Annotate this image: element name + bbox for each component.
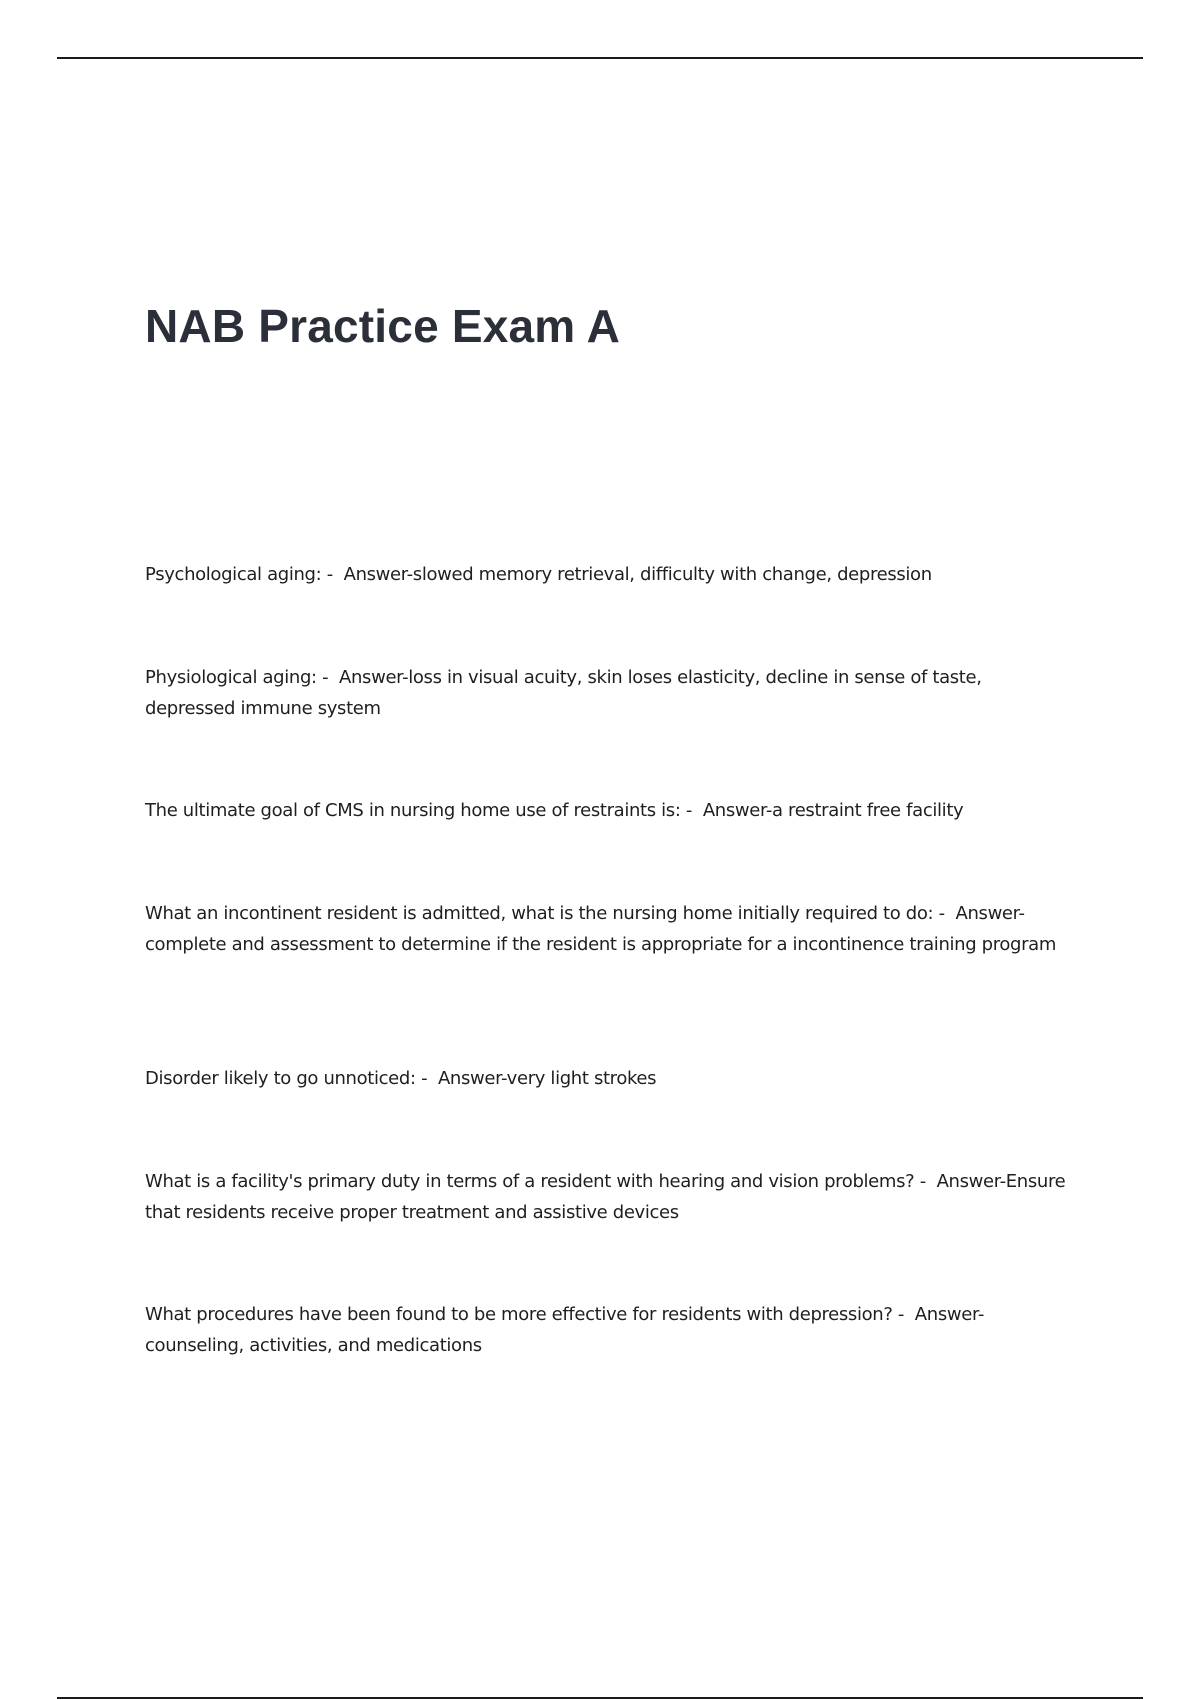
question-text: Physiological aging: bbox=[145, 667, 317, 688]
qa-separator: - bbox=[933, 903, 956, 924]
question-text: The ultimate goal of CMS in nursing home use of restraints is: bbox=[145, 800, 681, 821]
answer-text: Answer-complete and assessment to determine if the resident is appropriate for a incontinence training program bbox=[145, 903, 1057, 955]
qa-item-2 bbox=[145, 662, 1075, 724]
answer-text: Answer-Ensure that residents receive proper treatment and assistive devices bbox=[145, 1171, 1066, 1223]
qa-item-1 bbox=[145, 559, 1075, 590]
qa-separator: - bbox=[892, 1304, 915, 1325]
document-title: NAB Practice Exam A bbox=[145, 300, 621, 352]
qa-item-7 bbox=[145, 1299, 1075, 1361]
qa-item-3 bbox=[145, 795, 1075, 826]
answer-text: Answer-very light strokes bbox=[437, 1068, 657, 1089]
answer-text: Answer-a restraint free facility bbox=[702, 800, 964, 821]
question-text: Disorder likely to go unnoticed: bbox=[145, 1068, 416, 1089]
answer-text: Answer-loss in visual acuity, skin loses elasticity, decline in sense of taste, depressed immune system bbox=[145, 667, 982, 719]
answer-text: Answer-counseling, activities, and medications bbox=[145, 1304, 984, 1356]
header-rule bbox=[57, 57, 1143, 59]
question-text: What is a facility's primary duty in terms of a resident with hearing and vision problems? bbox=[145, 1171, 915, 1192]
qa-separator: - bbox=[415, 1068, 438, 1089]
qa-separator: - bbox=[914, 1171, 937, 1192]
question-text: What an incontinent resident is admitted, what is the nursing home initially required to do: bbox=[145, 903, 934, 924]
qa-separator: - bbox=[316, 667, 340, 688]
qa-separator: - bbox=[321, 564, 344, 585]
question-text: What procedures have been found to be more effective for residents with depression? bbox=[145, 1304, 893, 1325]
qa-item-4 bbox=[145, 898, 1075, 960]
qa-separator: - bbox=[680, 800, 703, 821]
qa-item-5 bbox=[145, 1063, 1075, 1094]
question-text: Psychological aging: bbox=[145, 564, 322, 585]
answer-text: Answer-slowed memory retrieval, difficulty with change, depression bbox=[343, 564, 932, 585]
qa-item-6 bbox=[145, 1166, 1075, 1228]
footer-rule bbox=[57, 1697, 1143, 1699]
